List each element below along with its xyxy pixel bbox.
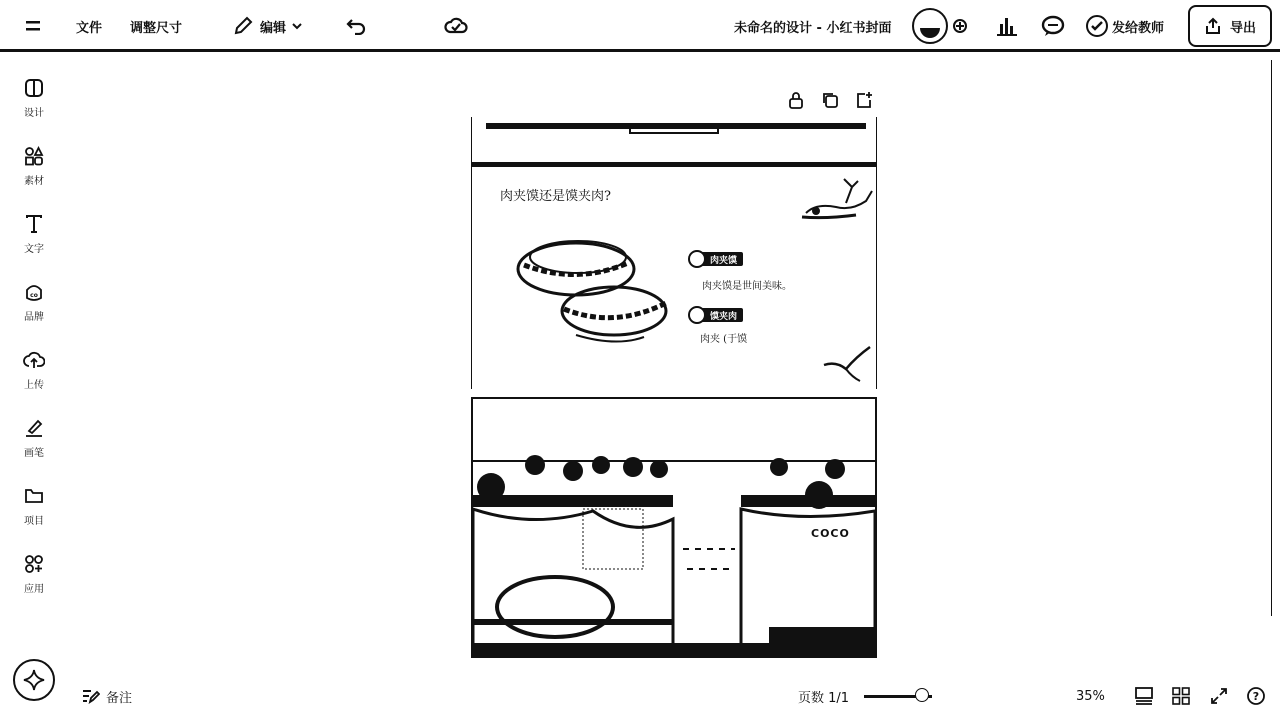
undo-button[interactable]: [346, 0, 368, 52]
tag-description: 肉夹 (于馍: [700, 334, 748, 345]
sidebar-item-elements[interactable]: [0, 136, 68, 196]
sidebar-item-design[interactable]: [0, 68, 68, 128]
sidebar-item-label: 项目: [24, 515, 44, 527]
send-to-teacher-button[interactable]: [1086, 0, 1164, 52]
sidebar-item-text[interactable]: [0, 204, 68, 264]
duplicate-page-button[interactable]: [820, 90, 840, 110]
deer-illustration: [796, 173, 876, 223]
cloud-check-icon: [444, 16, 468, 36]
account-area[interactable]: [912, 0, 968, 52]
resize-label: 调整尺寸: [130, 20, 183, 36]
sparkle-icon: [22, 668, 46, 692]
apps-icon: [24, 554, 44, 574]
export-label: 导出: [1229, 20, 1256, 36]
tag-description: 肉夹馍是世间美味。: [702, 281, 792, 292]
export-button[interactable]: [1188, 5, 1272, 47]
fullscreen-button[interactable]: [1210, 683, 1228, 709]
grid-view-icon: [1172, 687, 1190, 705]
text-icon: [24, 214, 44, 234]
lock-page-button[interactable]: [786, 90, 806, 110]
grid-view-button[interactable]: [1172, 683, 1190, 709]
tag-label: 馍夹肉: [698, 308, 743, 322]
page-indicator[interactable]: [798, 683, 849, 709]
expand-icon: [1210, 687, 1228, 705]
document-title-text: 未命名的设计 - 小红书封面: [734, 20, 892, 36]
insights-button[interactable]: [996, 0, 1018, 52]
sidebar-item-label: 应用: [24, 583, 44, 595]
sidebar-item-label: 文字: [24, 243, 44, 255]
sidebar-item-label: 素材: [24, 175, 44, 187]
resize-button[interactable]: [130, 0, 182, 52]
add-page-icon: [855, 91, 873, 109]
add-page-button[interactable]: [854, 90, 874, 110]
edit-menu-label: 编辑: [260, 20, 287, 36]
notes-button[interactable]: [82, 683, 132, 709]
help-icon: [1246, 686, 1266, 706]
upload-icon: [23, 350, 45, 370]
edit-menu[interactable]: [232, 0, 302, 52]
zoom-slider-track[interactable]: [864, 695, 932, 698]
top-toolbar: [0, 0, 1280, 52]
svg-text:?: ?: [1252, 690, 1260, 703]
page-heading: 肉夹馍还是馍夹肉?: [500, 189, 611, 204]
file-menu[interactable]: [76, 0, 102, 52]
page-indicator-label: 页数 1/1: [798, 690, 850, 706]
sidebar-item-projects[interactable]: [0, 476, 68, 536]
share-icon: [1204, 17, 1222, 35]
notes-label: 备注: [106, 690, 133, 706]
design-icon: [24, 78, 44, 98]
folder-icon: [24, 486, 44, 506]
file-menu-label: 文件: [76, 20, 103, 36]
cloud-save-button[interactable]: [444, 0, 468, 52]
notes-icon: [82, 688, 100, 704]
bar-chart-icon: [996, 16, 1018, 36]
sidebar-item-label: 上传: [24, 379, 44, 391]
zoom-slider[interactable]: [864, 683, 932, 709]
sidebar-item-label: 画笔: [24, 447, 44, 459]
send-to-teacher-label: 发给教师: [1112, 20, 1165, 36]
menu-button[interactable]: [24, 0, 44, 52]
tag-label: 肉夹馍: [698, 252, 743, 266]
design-page-photo[interactable]: [471, 397, 877, 658]
tag-rou-jia-mo: [688, 251, 743, 267]
sidebar-item-apps[interactable]: [0, 544, 68, 604]
undo-icon: [346, 17, 368, 35]
sidebar-item-upload[interactable]: [0, 340, 68, 400]
shirt-text: COCO: [811, 527, 850, 540]
help-button[interactable]: [1246, 683, 1266, 709]
avatar[interactable]: [912, 8, 948, 44]
duplicate-icon: [821, 91, 839, 109]
sandwich-illustration: [516, 225, 672, 349]
tag-mo-jia-rou: [688, 307, 743, 323]
elements-icon: [24, 146, 44, 166]
sidebar-item-brush[interactable]: [0, 408, 68, 468]
sidebar-item-label: 设计: [24, 107, 44, 119]
left-sidebar: [0, 55, 68, 655]
design-page-1[interactable]: [471, 117, 877, 389]
page-view-icon: [1134, 687, 1154, 705]
hamburger-icon: [24, 19, 44, 33]
check-circle-icon: [1086, 15, 1108, 37]
comments-button[interactable]: [1041, 0, 1065, 52]
lock-icon: [788, 91, 804, 109]
sidebar-item-brand[interactable]: [0, 272, 68, 332]
sidebar-item-label: 品牌: [24, 311, 44, 323]
zoom-level-label: 35%: [1076, 688, 1105, 704]
magic-assistant-button[interactable]: [13, 659, 55, 701]
brand-icon: [24, 282, 44, 302]
svg-text:co: co: [30, 291, 38, 299]
chevron-down-icon: [292, 22, 302, 30]
zoom-level[interactable]: [1076, 683, 1105, 709]
comment-icon: [1041, 15, 1065, 37]
page-toolbar: [786, 90, 874, 110]
brush-icon: [24, 418, 44, 438]
page-view-button[interactable]: [1134, 683, 1154, 709]
plus-circle-icon: [952, 18, 968, 34]
document-title[interactable]: [734, 0, 891, 52]
banner-image: [472, 117, 876, 167]
pencil-icon: [232, 15, 254, 37]
zoom-slider-handle[interactable]: [915, 688, 929, 702]
bird-illustration: [822, 343, 872, 385]
vertical-scrollbar[interactable]: [1271, 60, 1275, 616]
